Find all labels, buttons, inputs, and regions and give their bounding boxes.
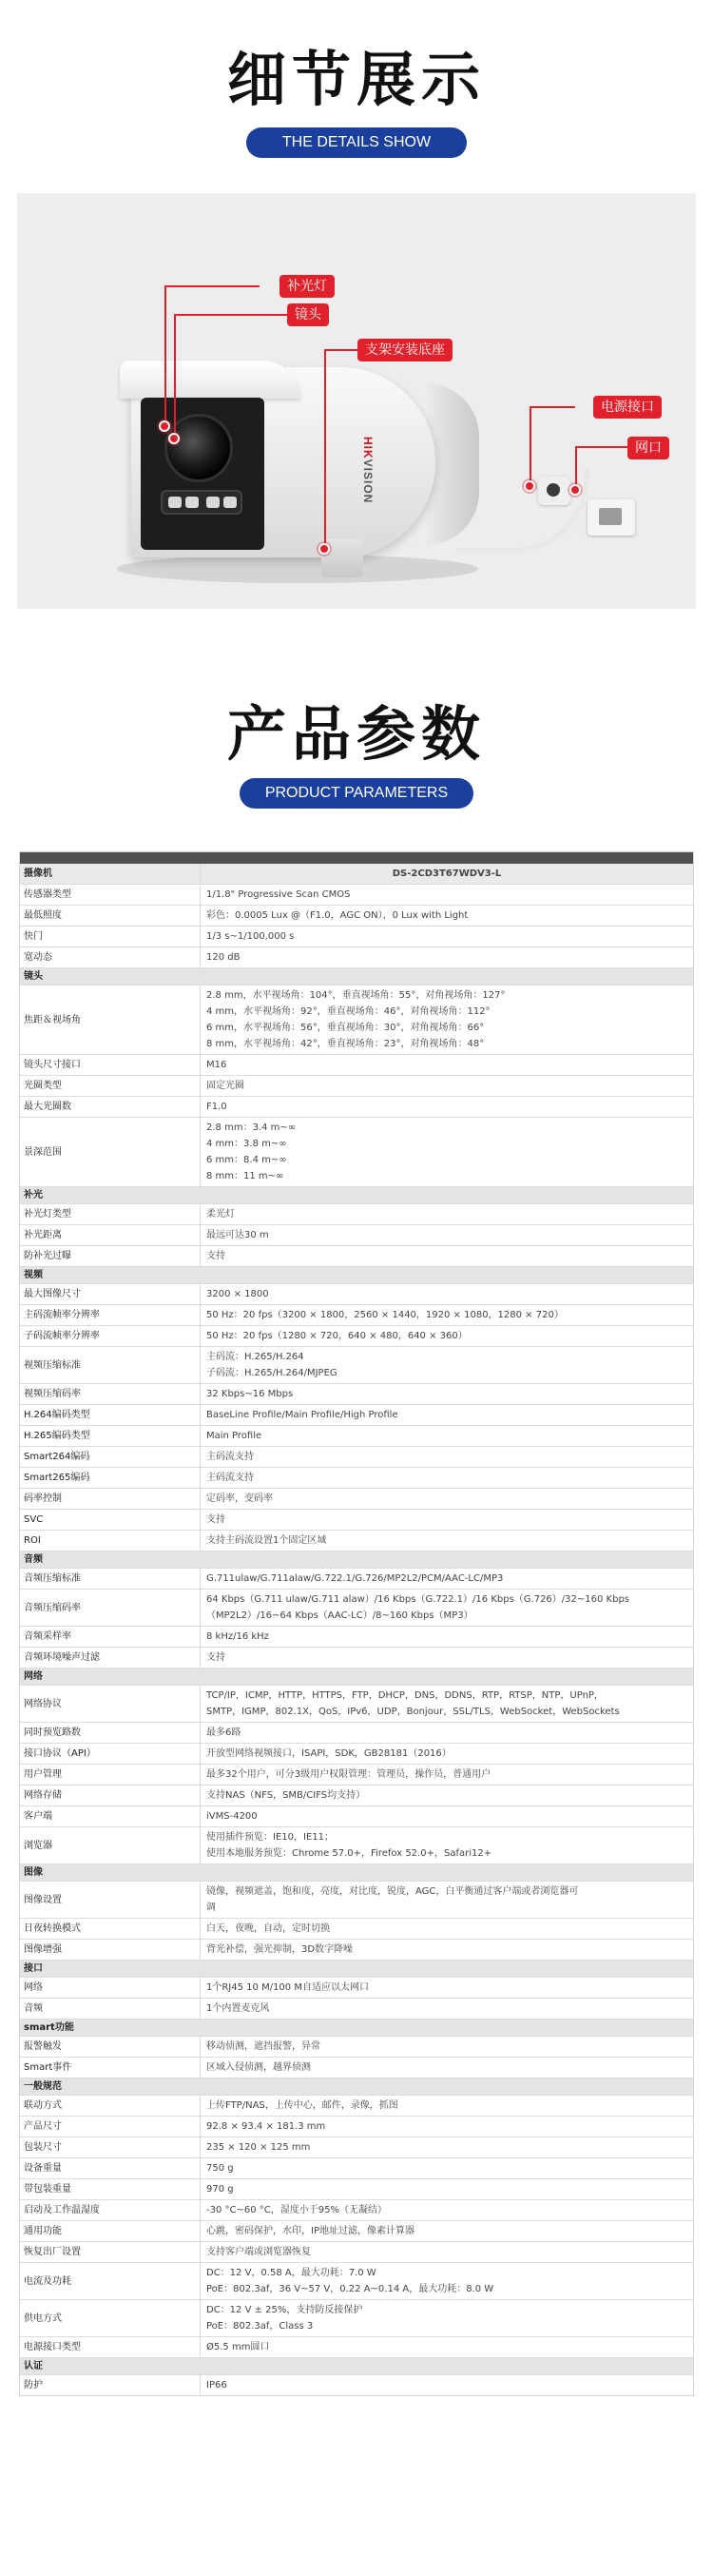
- spec-key: 镜头尺寸接口: [20, 1055, 201, 1075]
- spec-row: [20, 1999, 693, 2020]
- spec-key: 电源接口类型: [20, 2337, 201, 2357]
- spec-value: [201, 1882, 693, 1918]
- spec-value: [201, 1919, 693, 1939]
- spec-row: [20, 1627, 693, 1648]
- spec-value-line: 50 Hz：20 fps（1280 × 720，640 × 480，640 × 360）: [206, 1331, 468, 1341]
- spec-value-line: 开放型网络视频接口，ISAPI，SDK，GB28181（2016）: [206, 1748, 452, 1759]
- spec-key: 景深范围: [20, 1118, 201, 1186]
- spec-row: [20, 2200, 693, 2221]
- spec-value: [201, 1765, 693, 1785]
- spec-value: [201, 986, 693, 1054]
- spec-row: [20, 1405, 693, 1426]
- spec-key: 网络: [20, 1978, 201, 1998]
- spec-value: [201, 1055, 693, 1075]
- spec-value-line: 最多6路: [206, 1727, 241, 1738]
- spec-value: [201, 885, 693, 905]
- spec-row: [20, 1489, 693, 1510]
- spec-value-line: 主码流：H.265/H.264: [206, 1352, 304, 1362]
- spec-value-line: 50 Hz：20 fps（3200 × 1800，2560 × 1440，1920 × 1080，1280 × 720）: [206, 1310, 564, 1320]
- spec-section-heading: 认证: [20, 2358, 693, 2375]
- spec-table-header-bar: [20, 852, 693, 864]
- spec-row: [20, 2117, 693, 2137]
- spec-table: [19, 851, 694, 2396]
- spec-value: [201, 2300, 693, 2336]
- spec-key: 码率控制: [20, 1489, 201, 1509]
- spec-value-line: 3200 × 1800: [206, 1289, 269, 1299]
- spec-row: [20, 1510, 693, 1531]
- spec-value-line: 固定光圈: [206, 1081, 244, 1091]
- spec-model-value: DS-2CD3T67WDV3-L: [392, 868, 502, 879]
- spec-row: [20, 1744, 693, 1765]
- spec-row: [20, 1284, 693, 1305]
- spec-row: [20, 1765, 693, 1786]
- spec-key: 浏览器: [20, 1827, 201, 1864]
- spec-key: 宽动态: [20, 947, 201, 967]
- spec-row: [20, 1118, 693, 1187]
- spec-value-line: 6 mm：8.4 m~∞: [206, 1155, 287, 1165]
- spec-value: [201, 947, 693, 967]
- spec-value-line: DC：12 V ± 25%，支持防反接保护: [206, 2305, 363, 2315]
- spec-row: [20, 2096, 693, 2117]
- spec-value: [201, 1347, 693, 1383]
- spec-value-line: 2.8 mm：3.4 m~∞: [206, 1122, 297, 1133]
- spec-key: 音频: [20, 1999, 201, 2019]
- spec-key: H.264编码类型: [20, 1405, 201, 1425]
- spec-value-line: G.711ulaw/G.711alaw/G.722.1/G.726/MP2L2/PCM/AAC-LC/MP3: [206, 1573, 504, 1584]
- spec-key: 防护: [20, 2375, 201, 2395]
- brand-logo: HIKVISION: [361, 437, 375, 504]
- spec-value: [201, 1076, 693, 1096]
- spec-key: 视频压缩码率: [20, 1384, 201, 1404]
- spec-row: [20, 1305, 693, 1326]
- network-connector: [588, 499, 635, 536]
- spec-value: [201, 1468, 693, 1488]
- spec-value-line: PoE：802.3af，Class 3: [206, 2321, 314, 2332]
- spec-key: 补光距离: [20, 1225, 201, 1245]
- callout-power: 电源接口: [593, 396, 662, 419]
- spec-value: [201, 1489, 693, 1509]
- spec-value-line: 子码流：H.265/H.264/MJPEG: [206, 1368, 337, 1378]
- spec-row: [20, 947, 693, 968]
- spec-value: [201, 1569, 693, 1589]
- spec-row: [20, 2300, 693, 2337]
- spec-section-heading: 图像: [20, 1864, 693, 1882]
- spec-key: 联动方式: [20, 2096, 201, 2116]
- spec-key: Smart264编码: [20, 1447, 201, 1467]
- spec-key: 音频压缩标准: [20, 1569, 201, 1589]
- spec-value: [201, 1723, 693, 1743]
- spec-value-line: 区域入侵侦测，越界侦测: [206, 2062, 311, 2073]
- spec-key: 主码流帧率分辨率: [20, 1305, 201, 1325]
- spec-value-line: 柔光灯: [206, 1209, 235, 1220]
- spec-value: [201, 2158, 693, 2178]
- spec-value-line: 8 kHz/16 kHz: [206, 1631, 269, 1642]
- spec-row: [20, 1686, 693, 1723]
- spec-table-body: [20, 885, 693, 2395]
- spec-value-line: 8 mm，水平视场角：42°，垂直视场角：23°，对角视场角：48°: [206, 1039, 485, 1049]
- spec-value-line: 4 mm，水平视场角：92°，垂直视场角：46°，对角视场角：112°: [206, 1006, 491, 1017]
- spec-row: [20, 1723, 693, 1744]
- spec-value-line: 235 × 120 × 125 mm: [206, 2142, 311, 2153]
- spec-row: [20, 1919, 693, 1940]
- spec-row: [20, 1055, 693, 1076]
- spec-value: [201, 1686, 693, 1722]
- spec-value-line: 上传FTP/NAS，上传中心，邮件，录像，抓图: [206, 2100, 398, 2111]
- spec-value: [201, 1305, 693, 1325]
- spec-value-line: 镜像，视频遮盖，饱和度，亮度，对比度，锐度，AGC，白平衡通过客户端或者浏览器可: [206, 1886, 579, 1897]
- bracket-marker: [318, 543, 330, 555]
- spec-value-line: 1个RJ45 10 M/100 M自适应以太网口: [206, 1982, 369, 1993]
- spec-value-line: DC：12 V，0.58 A，最大功耗：7.0 W: [206, 2268, 376, 2278]
- spec-value-line: Main Profile: [206, 1431, 262, 1441]
- spec-value: [201, 1204, 693, 1224]
- spec-key: 防补光过曝: [20, 1246, 201, 1266]
- spec-key: 电流及功耗: [20, 2263, 201, 2299]
- callout-lens: 镜头: [287, 303, 329, 326]
- spec-value-line: 支持主码流设置1个固定区域: [206, 1535, 327, 1546]
- callout-network: 网口: [627, 437, 669, 459]
- params-subtitle-badge: PRODUCT PARAMETERS: [240, 778, 473, 809]
- spec-value-line: 支持: [206, 1251, 225, 1261]
- spec-value-line: 最多32个用户，可分3级用户权限管理：管理员，操作员，普通用户: [206, 1769, 491, 1780]
- spec-value-line: 32 Kbps~16 Mbps: [206, 1389, 294, 1399]
- spec-key: 传感器类型: [20, 885, 201, 905]
- spec-key: 焦距＆视场角: [20, 986, 201, 1054]
- spec-row: [20, 1648, 693, 1669]
- spec-row: [20, 1097, 693, 1118]
- spec-value-line: 支持客户端或浏览器恢复: [206, 2247, 311, 2257]
- spec-value-line: Ø5.5 mm圆口: [206, 2342, 270, 2352]
- spec-key: 图像增强: [20, 1940, 201, 1960]
- spec-row: [20, 2158, 693, 2179]
- spec-row: [20, 2242, 693, 2263]
- product-photo: [17, 193, 696, 609]
- camera-shadow: [117, 555, 478, 583]
- spec-value-line: 心跳，密码保护，水印，IP地址过滤，像素计算器: [206, 2226, 414, 2236]
- spec-section-heading: 音频: [20, 1551, 693, 1569]
- spec-value-line: 背光补偿，强光抑制，3D数字降噪: [206, 1944, 354, 1955]
- spec-value: [201, 1097, 693, 1117]
- spec-value: [201, 1384, 693, 1404]
- spec-key: 供电方式: [20, 2300, 201, 2336]
- spec-value-line: 64 Kbps（G.711 ulaw/G.711 alaw）/16 Kbps（G.722.1）/16 Kbps（G.726）/32~160 Kbps: [206, 1594, 629, 1605]
- spec-value-line: iVMS-4200: [206, 1811, 258, 1822]
- spec-row: [20, 906, 693, 927]
- spec-value-line: 定码率，变码率: [206, 1493, 273, 1504]
- spec-value-line: 4 mm：3.8 m~∞: [206, 1139, 287, 1149]
- spec-key: 同时预览路数: [20, 1723, 201, 1743]
- spec-value-line: 1/3 s~1/100,000 s: [206, 931, 295, 942]
- fill-light-marker: [159, 420, 170, 432]
- spec-value-line: SMTP，IGMP，802.1X，QoS，IPv6，UDP，Bonjour，SSL/TLS，WebSocket，WebSockets: [206, 1707, 620, 1717]
- camera-fill-light: [161, 490, 242, 515]
- spec-row: [20, 1827, 693, 1864]
- spec-value: [201, 1744, 693, 1764]
- spec-row: [20, 1426, 693, 1447]
- spec-row: [20, 1468, 693, 1489]
- spec-key: 启动及工作温湿度: [20, 2200, 201, 2220]
- spec-value: [201, 1786, 693, 1805]
- callout-bracket: 支架安装底座: [357, 339, 453, 361]
- spec-key: 报警触发: [20, 2037, 201, 2057]
- spec-section-heading: 接口: [20, 1961, 693, 1978]
- spec-value: [201, 1405, 693, 1425]
- spec-value: [201, 1326, 693, 1346]
- spec-key: 设备重量: [20, 2158, 201, 2178]
- spec-key: 日夜转换模式: [20, 1919, 201, 1939]
- spec-key: 子码流帧率分辨率: [20, 1326, 201, 1346]
- spec-value: [201, 2263, 693, 2299]
- spec-key: ROI: [20, 1531, 201, 1551]
- spec-key: 光圈类型: [20, 1076, 201, 1096]
- spec-value: [201, 906, 693, 926]
- spec-row: [20, 1384, 693, 1405]
- spec-row: [20, 1531, 693, 1551]
- spec-value-line: TCP/IP，ICMP，HTTP，HTTPS，FTP，DHCP，DNS，DDNS，RTP，RTSP，NTP，UPnP，: [206, 1690, 604, 1701]
- spec-key: 接口协议（API）: [20, 1744, 201, 1764]
- spec-row: [20, 2037, 693, 2058]
- spec-value: [201, 2221, 693, 2241]
- spec-value-line: BaseLine Profile/Main Profile/High Profile: [206, 1410, 398, 1420]
- spec-key: Smart事件: [20, 2058, 201, 2078]
- spec-row: [20, 1940, 693, 1961]
- spec-key: 网络协议: [20, 1686, 201, 1722]
- spec-value: [201, 927, 693, 946]
- spec-value: [201, 1447, 693, 1467]
- spec-row: [20, 2137, 693, 2158]
- spec-row: [20, 2263, 693, 2300]
- spec-section-heading: 视频: [20, 1267, 693, 1284]
- spec-value-line: （MP2L2）/16~64 Kbps（AAC-LC）/8~160 Kbps（MP3）: [206, 1610, 473, 1621]
- details-subtitle-badge: THE DETAILS SHOW: [246, 127, 467, 158]
- spec-value-line: 支持: [206, 1652, 225, 1663]
- spec-value: [201, 2179, 693, 2199]
- spec-section-heading: 一般规范: [20, 2078, 693, 2096]
- spec-row: [20, 2221, 693, 2242]
- spec-key: 快门: [20, 927, 201, 946]
- spec-key: 最低照度: [20, 906, 201, 926]
- spec-model-row: [20, 864, 693, 885]
- spec-row: [20, 927, 693, 947]
- spec-key: 通用功能: [20, 2221, 201, 2241]
- spec-row: [20, 1246, 693, 1267]
- spec-row: [20, 1806, 693, 1827]
- spec-value-line: 移动侦测，遮挡报警，异常: [206, 2041, 320, 2052]
- spec-row: [20, 1204, 693, 1225]
- spec-key: 视频压缩标准: [20, 1347, 201, 1383]
- spec-value: [201, 2337, 693, 2357]
- spec-value: [201, 2375, 693, 2395]
- spec-value-line: F1.0: [206, 1102, 227, 1112]
- network-marker: [569, 484, 581, 496]
- spec-key: 图像设置: [20, 1882, 201, 1918]
- spec-value: [201, 1648, 693, 1668]
- spec-value-line: 主码流支持: [206, 1452, 254, 1462]
- spec-section-heading: smart功能: [20, 2020, 693, 2037]
- spec-row: [20, 1225, 693, 1246]
- spec-value-line: 支持NAS（NFS，SMB/CIFS均支持）: [206, 1790, 366, 1801]
- spec-key: Smart265编码: [20, 1468, 201, 1488]
- spec-row: [20, 1882, 693, 1919]
- spec-value: [201, 1225, 693, 1245]
- spec-value-line: 调: [206, 1903, 216, 1913]
- spec-row: [20, 1347, 693, 1384]
- spec-value: [201, 1531, 693, 1551]
- spec-row: [20, 1076, 693, 1097]
- power-marker: [524, 480, 535, 492]
- spec-row: [20, 1978, 693, 1999]
- spec-value: [201, 1806, 693, 1826]
- power-connector: [538, 477, 570, 505]
- spec-value-line: 120 dB: [206, 952, 241, 963]
- spec-value: [201, 1978, 693, 1998]
- spec-section-heading: 网络: [20, 1669, 693, 1686]
- spec-key: 恢复出厂设置: [20, 2242, 201, 2262]
- spec-key: 产品尺寸: [20, 2117, 201, 2137]
- spec-row: [20, 2179, 693, 2200]
- spec-value-line: 1/1.8" Progressive Scan CMOS: [206, 889, 351, 900]
- spec-value: [201, 1284, 693, 1304]
- spec-value-line: -30 °C~60 °C，湿度小于95%（无凝结）: [206, 2205, 387, 2215]
- params-title: 产品参数: [226, 699, 486, 769]
- spec-key: 补光灯类型: [20, 1204, 201, 1224]
- spec-row: [20, 1326, 693, 1347]
- spec-value: [201, 2058, 693, 2078]
- spec-key: 最大图像尺寸: [20, 1284, 201, 1304]
- spec-value-line: 彩色：0.0005 Lux @（F1.0，AGC ON），0 Lux with Light: [206, 910, 469, 921]
- spec-value: [201, 2242, 693, 2262]
- spec-value: [201, 2096, 693, 2116]
- spec-value-line: 6 mm，水平视场角：56°，垂直视场角：30°，对角视场角：66°: [206, 1023, 485, 1033]
- spec-value: [201, 1827, 693, 1864]
- spec-row: [20, 2337, 693, 2358]
- spec-key: 带包装重量: [20, 2179, 201, 2199]
- spec-value: [201, 1246, 693, 1266]
- spec-row: [20, 2375, 693, 2395]
- spec-row: [20, 1590, 693, 1627]
- spec-key: 客户端: [20, 1806, 201, 1826]
- spec-value: [201, 2200, 693, 2220]
- spec-value-line: M16: [206, 1060, 227, 1070]
- spec-value-line: 92.8 × 93.4 × 181.3 mm: [206, 2121, 326, 2132]
- details-title: 细节展示: [226, 45, 486, 114]
- spec-row: [20, 986, 693, 1055]
- spec-value-line: 1个内置麦克风: [206, 2003, 270, 2014]
- spec-value: [201, 1590, 693, 1626]
- spec-key: 网络存储: [20, 1786, 201, 1805]
- spec-key: H.265编码类型: [20, 1426, 201, 1446]
- spec-value-line: 白天，夜晚，自动，定时切换: [206, 1923, 330, 1934]
- spec-value: [201, 1999, 693, 2019]
- spec-value: [201, 2117, 693, 2137]
- callout-fill-light: 补光灯: [279, 275, 335, 298]
- spec-row: [20, 1447, 693, 1468]
- spec-key: 最大光圈数: [20, 1097, 201, 1117]
- lens-marker: [168, 433, 180, 444]
- spec-value-line: 最远可达30 m: [206, 1230, 269, 1240]
- spec-row: [20, 885, 693, 906]
- spec-value: [201, 1627, 693, 1647]
- spec-value-line: 8 mm：11 m~∞: [206, 1171, 284, 1181]
- spec-key: 音频压缩码率: [20, 1590, 201, 1626]
- spec-row: [20, 2058, 693, 2078]
- spec-value: [201, 2037, 693, 2057]
- spec-value-line: 750 g: [206, 2163, 234, 2174]
- spec-value-line: 2.8 mm，水平视场角：104°，垂直视场角：55°，对角视场角：127°: [206, 990, 506, 1001]
- spec-key: 包装尺寸: [20, 2137, 201, 2157]
- spec-value-line: 支持: [206, 1514, 225, 1525]
- spec-key: 音频环境噪声过滤: [20, 1648, 201, 1668]
- spec-value-line: 主码流支持: [206, 1473, 254, 1483]
- spec-row: [20, 1786, 693, 1806]
- spec-value-line: IP66: [206, 2380, 227, 2391]
- spec-model-label: 摄像机: [20, 864, 201, 884]
- spec-section-heading: 补光: [20, 1187, 693, 1204]
- spec-value: [201, 1940, 693, 1960]
- spec-key: SVC: [20, 1510, 201, 1530]
- spec-value-line: 970 g: [206, 2184, 234, 2195]
- spec-value-line: 使用插件预览：IE10，IE11；: [206, 1832, 334, 1843]
- spec-row: [20, 1569, 693, 1590]
- spec-value-line: 使用本地服务预览：Chrome 57.0+，Firefox 52.0+，Safari12+: [206, 1848, 492, 1859]
- spec-section-heading: 镜头: [20, 968, 693, 986]
- spec-value: [201, 1510, 693, 1530]
- spec-value: [201, 1426, 693, 1446]
- spec-key: 音频采样率: [20, 1627, 201, 1647]
- spec-value: [201, 1118, 693, 1186]
- spec-value-line: PoE：802.3af，36 V~57 V，0.22 A~0.14 A，最大功耗：8.0 W: [206, 2284, 494, 2294]
- spec-key: 用户管理: [20, 1765, 201, 1785]
- camera-sun-shield: [120, 361, 300, 399]
- spec-value: [201, 2137, 693, 2157]
